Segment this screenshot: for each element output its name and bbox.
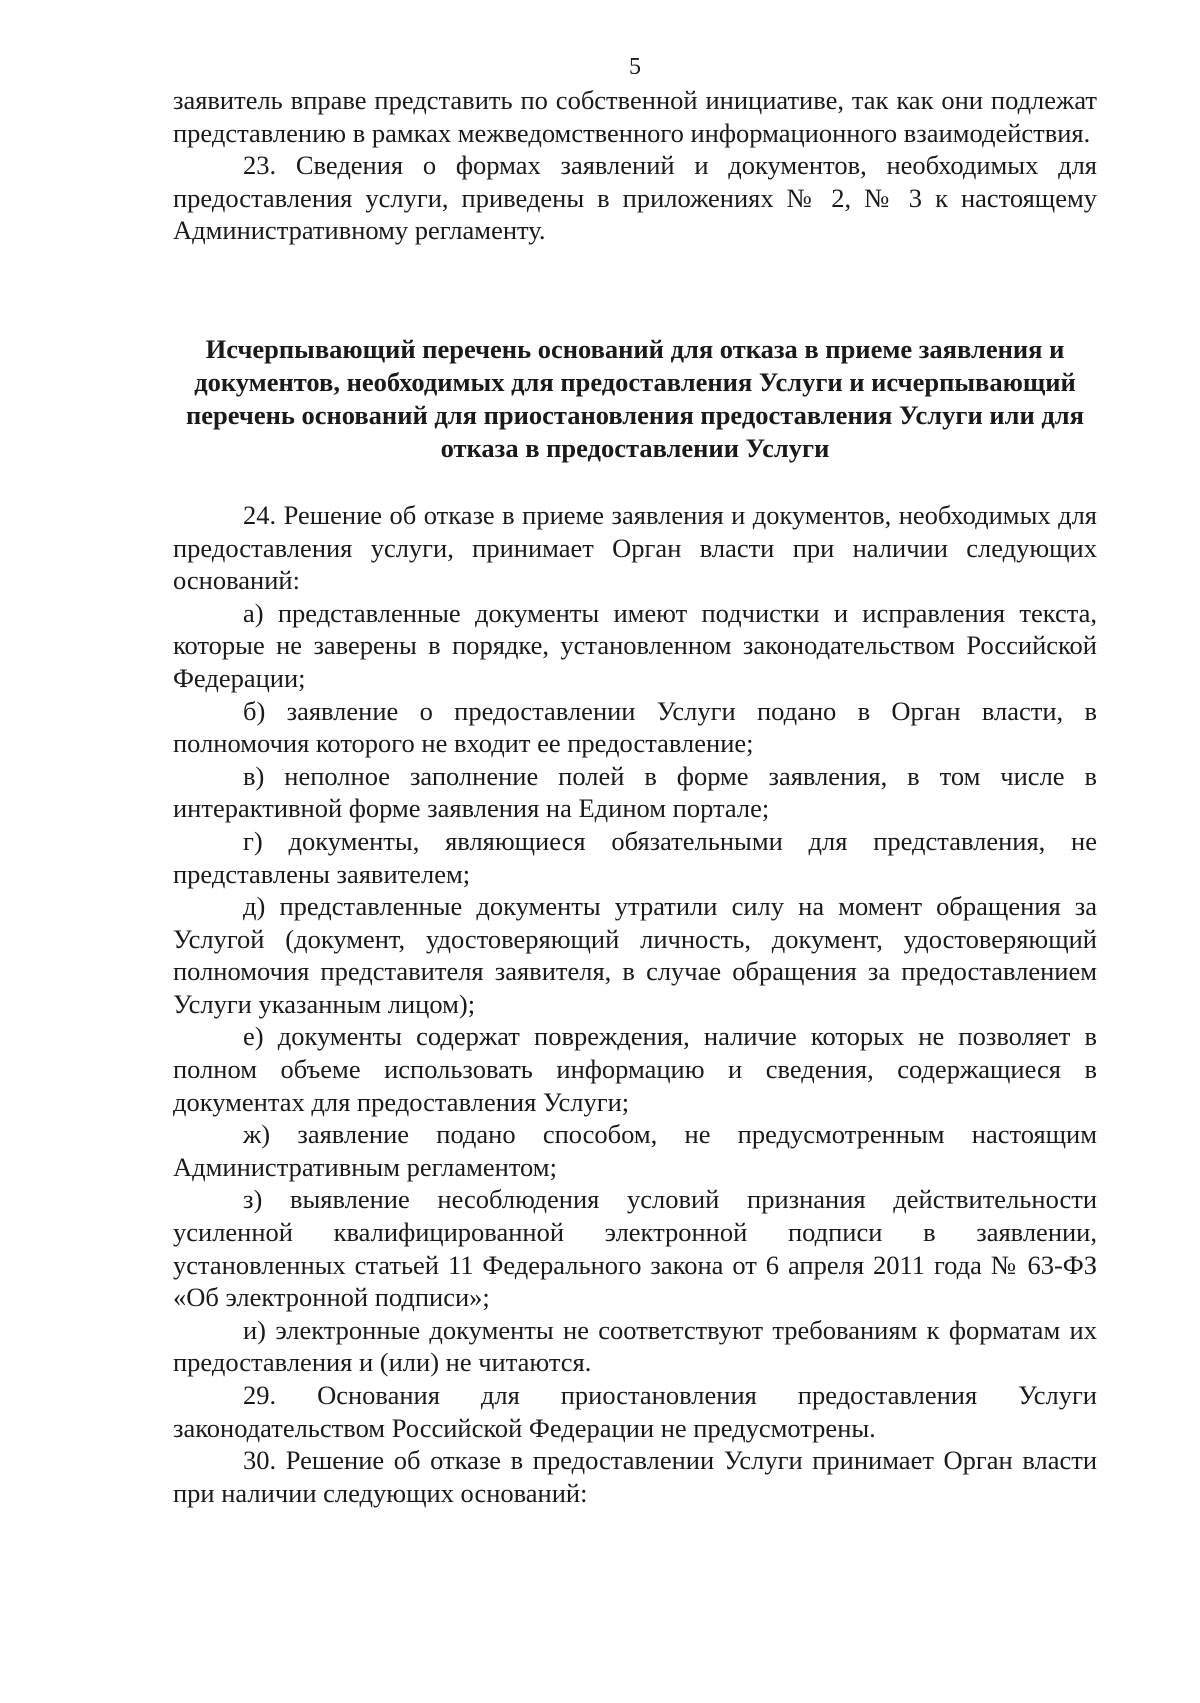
list-item-b: б) заявление о предоставлении Услуги подано в Орган власти, в полномочия которого не входит ее предоставление; [173,695,1097,759]
list-item-z: з) выявление несоблюдения условий признания действительности усиленной квалифицированной электронной подписи в заявлении, установленных статьей 11 Федерального закона от 6 апреля 2011 года № 63-ФЗ «Об электронной подписи»; [173,1184,1097,1313]
list-item-e: е) документы содержат повреждения, наличие которых не позволяет в полном объеме использовать информацию и сведения, содержащиеся в документах для предоставления Услуги; [173,1021,1097,1117]
paragraph-continuation: заявитель вправе представить по собственной инициативе, так как они подлежат представлению в рамках межведомственного информационного взаимодействия. [173,85,1097,148]
list-item-zh: ж) заявление подано способом, не предусмотренным настоящим Административным регламентом; [173,1119,1097,1182]
paragraph-29: 29. Основания для приостановления предоставления Услуги законодательством Российской Федерации не предусмотрены. [173,1380,1097,1443]
list-item-g: г) документы, являющиеся обязательными для представления, не представлены заявителем; [173,825,1097,889]
list-item-d: д) представленные документы утратили силу на момент обращения за Услугой (документ, удостоверяющий личность, документ, удостоверяющий полномочия представителя заявителя, в случае обращения за предоставлением Услуги указанным лицом); [173,891,1097,1019]
paragraph-24: 24. Решение об отказе в приеме заявления и документов, необходимых для предоставления услуги, принимает Орган власти при наличии следующих оснований: [173,499,1097,596]
paragraph-30: 30. Решение об отказе в предоставлении Услуги принимает Орган власти при наличии следующих оснований: [173,1445,1097,1508]
paragraph-23: 23. Сведения о формах заявлений и документов, необходимых для предоставления услуги, приведены в приложениях № 2, № 3 к настоящему Административному регламенту. [173,150,1097,246]
list-item-a: а) представленные документы имеют подчистки и исправления текста, которые не заверены в порядке, установленном законодательством Российской Федерации; [173,597,1097,693]
list-item-v: в) неполное заполнение полей в форме заявления, в том числе в интерактивной форме заявления на Едином портале; [173,760,1097,824]
document-page [173,52,1097,1509]
list-item-i: и) электронные документы не соответствуют требованиям к форматам их предоставления и (или) не читаются. [173,1314,1097,1378]
page-number: 5 [629,54,641,80]
section-heading: Исчерпывающий перечень оснований для отказа в приеме заявления и документов, необходимых для предоставления Услуги и исчерпывающий перечень оснований для приостановления предоставления Услуги или для отказа в предоставлении Услуги [186,333,1084,463]
